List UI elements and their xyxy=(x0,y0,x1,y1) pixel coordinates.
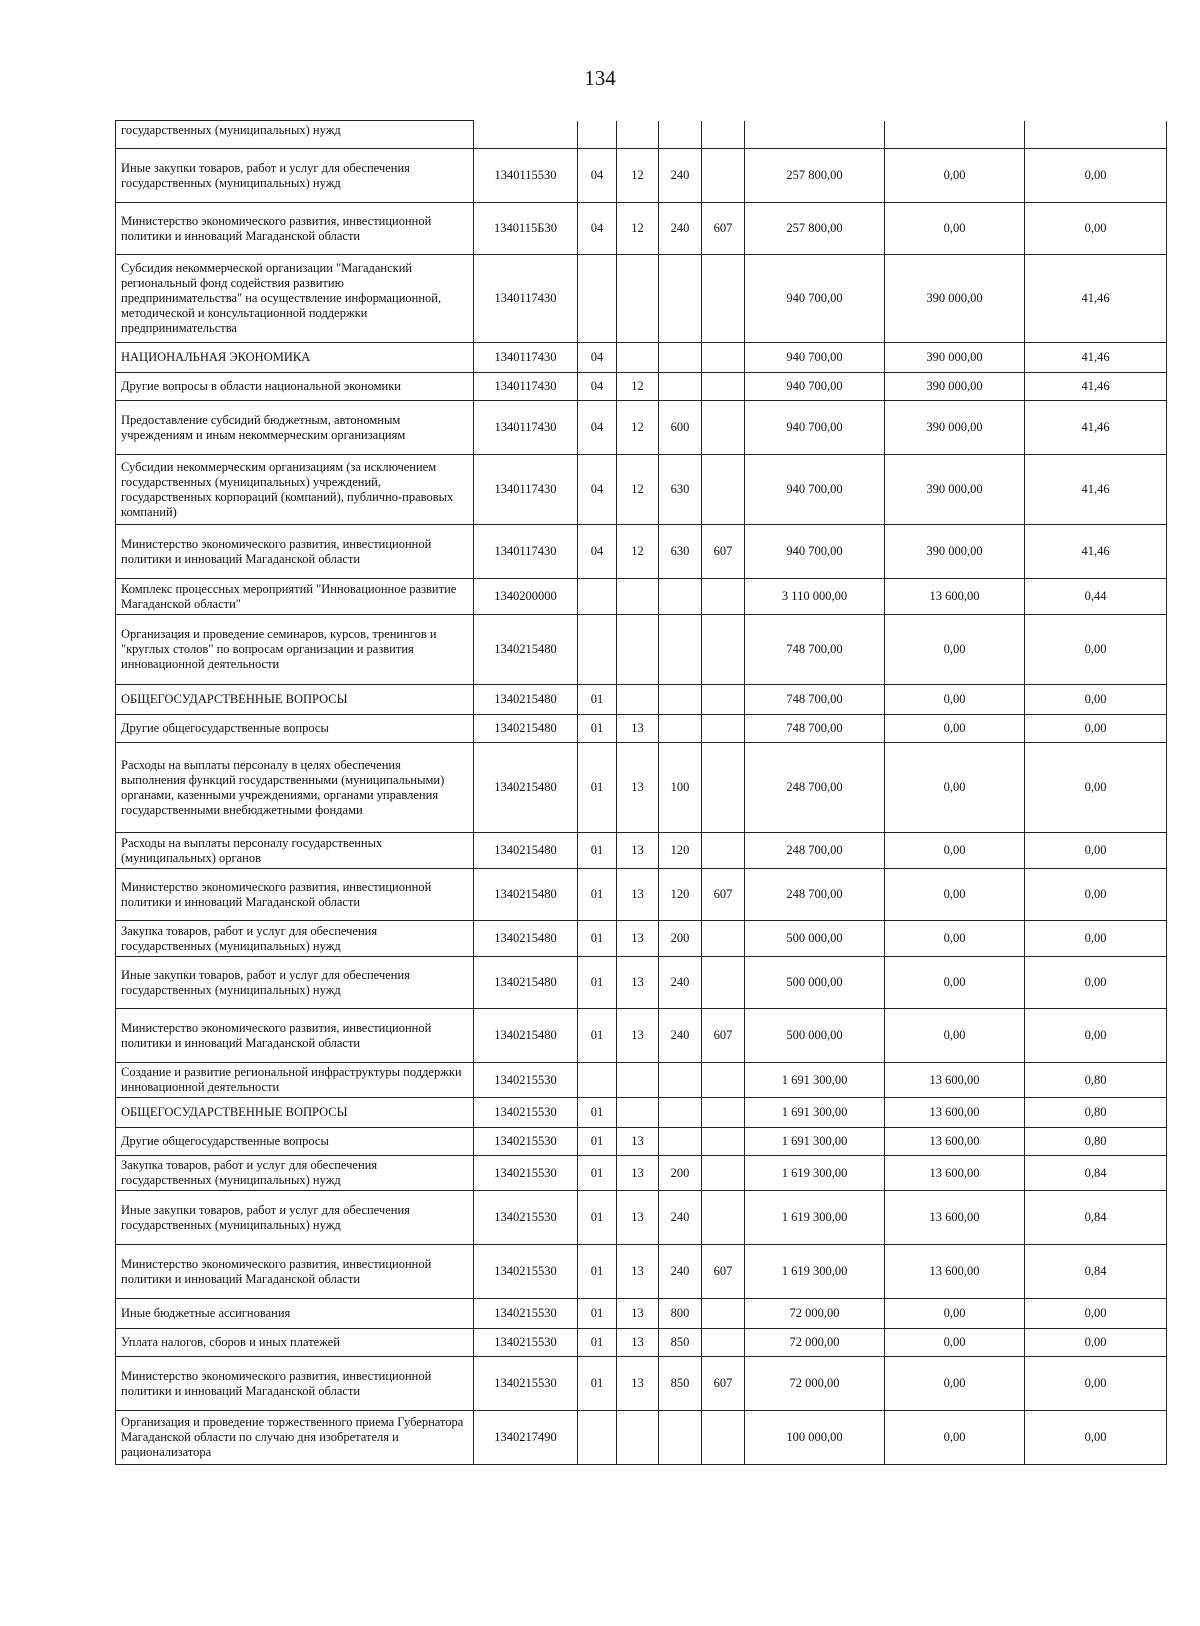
row-percent: 41,46 xyxy=(1025,455,1167,525)
row-code: 1340200000 xyxy=(474,579,578,615)
row-admin-code xyxy=(702,1128,745,1156)
row-plan-amount: 748 700,00 xyxy=(745,615,885,685)
row-expense-type: 200 xyxy=(659,1156,702,1191)
table-row xyxy=(116,1191,1167,1245)
row-name: Министерство экономического развития, инвестиционной политики и инноваций Магаданской области xyxy=(116,203,474,255)
row-percent: 0,00 xyxy=(1025,921,1167,957)
row-admin-code xyxy=(702,1329,745,1357)
row-admin-code xyxy=(702,1156,745,1191)
row-name: Министерство экономического развития, инвестиционной политики и инноваций Магаданской области xyxy=(116,1357,474,1411)
row-code: 1340215530 xyxy=(474,1299,578,1329)
row-code: 1340215530 xyxy=(474,1128,578,1156)
row-admin-code xyxy=(702,455,745,525)
row-expense-type: 120 xyxy=(659,869,702,921)
row-subsection xyxy=(617,685,659,715)
row-code: 1340215480 xyxy=(474,957,578,1009)
row-admin-code xyxy=(702,615,745,685)
row-plan-amount: 100 000,00 xyxy=(745,1411,885,1465)
row-plan-amount: 940 700,00 xyxy=(745,255,885,343)
row-plan-amount: 1 619 300,00 xyxy=(745,1156,885,1191)
row-section: 01 xyxy=(578,1128,617,1156)
row-name: Иные закупки товаров, работ и услуг для обеспечения государственных (муниципальных) нужд xyxy=(116,1191,474,1245)
row-subsection: 13 xyxy=(617,833,659,869)
row-code: 1340215530 xyxy=(474,1329,578,1357)
row-percent: 0,00 xyxy=(1025,1329,1167,1357)
row-percent: 0,84 xyxy=(1025,1245,1167,1299)
row-subsection xyxy=(617,615,659,685)
row-expense-type: 600 xyxy=(659,401,702,455)
row-name: Министерство экономического развития, инвестиционной политики и инноваций Магаданской области xyxy=(116,1245,474,1299)
row-code: 1340215480 xyxy=(474,615,578,685)
row-admin-code xyxy=(702,685,745,715)
row-actual-amount: 13 600,00 xyxy=(885,1245,1025,1299)
row-percent: 0,80 xyxy=(1025,1098,1167,1128)
table-row xyxy=(116,149,1167,203)
row-actual-amount: 390 000,00 xyxy=(885,401,1025,455)
row-section: 01 xyxy=(578,1098,617,1128)
table-row xyxy=(116,1098,1167,1128)
row-percent: 0,00 xyxy=(1025,203,1167,255)
row-admin-code xyxy=(702,921,745,957)
row-admin-code: 607 xyxy=(702,203,745,255)
row-admin-code xyxy=(702,579,745,615)
row-plan-amount: 1 619 300,00 xyxy=(745,1245,885,1299)
row-code: 1340215530 xyxy=(474,1191,578,1245)
row-name: Расходы на выплаты персоналу государственных (муниципальных) органов xyxy=(116,833,474,869)
row-subsection: 12 xyxy=(617,203,659,255)
row-actual-amount: 0,00 xyxy=(885,921,1025,957)
table-row xyxy=(116,1128,1167,1156)
row-subsection: 13 xyxy=(617,957,659,1009)
row-actual-amount: 0,00 xyxy=(885,203,1025,255)
row-percent: 41,46 xyxy=(1025,343,1167,373)
row-percent xyxy=(1025,121,1167,149)
row-plan-amount: 72 000,00 xyxy=(745,1299,885,1329)
table-row xyxy=(116,455,1167,525)
row-name: Уплата налогов, сборов и иных платежей xyxy=(116,1329,474,1357)
row-code: 1340215480 xyxy=(474,921,578,957)
row-plan-amount: 940 700,00 xyxy=(745,525,885,579)
table-row xyxy=(116,579,1167,615)
row-percent: 0,84 xyxy=(1025,1156,1167,1191)
row-code: 1340215480 xyxy=(474,833,578,869)
row-expense-type xyxy=(659,343,702,373)
row-section: 04 xyxy=(578,203,617,255)
row-admin-code xyxy=(702,957,745,1009)
table-row xyxy=(116,401,1167,455)
row-expense-type: 630 xyxy=(659,525,702,579)
row-name: Иные закупки товаров, работ и услуг для обеспечения государственных (муниципальных) нужд xyxy=(116,957,474,1009)
row-section xyxy=(578,615,617,685)
table-row xyxy=(116,1411,1167,1465)
row-subsection: 13 xyxy=(617,715,659,743)
row-subsection: 13 xyxy=(617,921,659,957)
row-expense-type: 100 xyxy=(659,743,702,833)
row-subsection xyxy=(617,121,659,149)
row-percent: 0,00 xyxy=(1025,685,1167,715)
table-row xyxy=(116,203,1167,255)
table-row xyxy=(116,1156,1167,1191)
row-actual-amount: 13 600,00 xyxy=(885,1128,1025,1156)
row-name: НАЦИОНАЛЬНАЯ ЭКОНОМИКА xyxy=(116,343,474,373)
row-subsection: 12 xyxy=(617,525,659,579)
row-percent: 0,00 xyxy=(1025,1357,1167,1411)
row-plan-amount: 248 700,00 xyxy=(745,833,885,869)
row-admin-code xyxy=(702,1411,745,1465)
row-code: 1340117430 xyxy=(474,525,578,579)
row-plan-amount: 1 619 300,00 xyxy=(745,1191,885,1245)
row-admin-code xyxy=(702,401,745,455)
row-actual-amount: 390 000,00 xyxy=(885,373,1025,401)
row-actual-amount: 0,00 xyxy=(885,869,1025,921)
row-subsection: 12 xyxy=(617,373,659,401)
row-expense-type: 630 xyxy=(659,455,702,525)
row-subsection xyxy=(617,1411,659,1465)
row-admin-code: 607 xyxy=(702,1357,745,1411)
row-plan-amount: 1 691 300,00 xyxy=(745,1063,885,1098)
row-name: Организация и проведение торжественного приема Губернатора Магаданской области по случаю дня изобретателя и рационализатора xyxy=(116,1411,474,1465)
row-subsection: 13 xyxy=(617,869,659,921)
row-name: Иные закупки товаров, работ и услуг для обеспечения государственных (муниципальных) нужд xyxy=(116,149,474,203)
row-percent: 0,00 xyxy=(1025,833,1167,869)
row-admin-code xyxy=(702,149,745,203)
row-plan-amount: 500 000,00 xyxy=(745,1009,885,1063)
row-subsection xyxy=(617,1098,659,1128)
row-expense-type xyxy=(659,1063,702,1098)
table-row xyxy=(116,121,1167,149)
row-section: 01 xyxy=(578,1329,617,1357)
row-section: 01 xyxy=(578,685,617,715)
row-plan-amount: 72 000,00 xyxy=(745,1329,885,1357)
row-code: 1340215480 xyxy=(474,869,578,921)
row-percent: 0,00 xyxy=(1025,957,1167,1009)
row-admin-code xyxy=(702,255,745,343)
row-name: ОБЩЕГОСУДАРСТВЕННЫЕ ВОПРОСЫ xyxy=(116,1098,474,1128)
row-code: 1340217490 xyxy=(474,1411,578,1465)
row-code: 13401155З0 xyxy=(474,149,578,203)
row-subsection: 13 xyxy=(617,1009,659,1063)
row-plan-amount: 257 800,00 xyxy=(745,203,885,255)
row-name: Предоставление субсидий бюджетным, автономным учреждениям и иным некоммерческим организациям xyxy=(116,401,474,455)
row-name: Министерство экономического развития, инвестиционной политики и инноваций Магаданской области xyxy=(116,869,474,921)
row-actual-amount: 0,00 xyxy=(885,685,1025,715)
row-name: Комплекс процессных мероприятий "Инновационное развитие Магаданской области" xyxy=(116,579,474,615)
row-expense-type xyxy=(659,615,702,685)
row-plan-amount: 500 000,00 xyxy=(745,921,885,957)
row-percent: 41,46 xyxy=(1025,255,1167,343)
row-name: Субсидии некоммерческим организациям (за исключением государственных (муниципальных) учреждений, государственных корпораций (компаний), публично-правовых компаний) xyxy=(116,455,474,525)
row-actual-amount: 0,00 xyxy=(885,1411,1025,1465)
row-code xyxy=(474,121,578,149)
table-row xyxy=(116,833,1167,869)
table-row xyxy=(116,957,1167,1009)
table-row xyxy=(116,1357,1167,1411)
row-admin-code xyxy=(702,343,745,373)
row-percent: 0,80 xyxy=(1025,1128,1167,1156)
row-expense-type: 850 xyxy=(659,1357,702,1411)
row-percent: 0,80 xyxy=(1025,1063,1167,1098)
table-row xyxy=(116,343,1167,373)
row-plan-amount: 940 700,00 xyxy=(745,401,885,455)
row-admin-code: 607 xyxy=(702,1245,745,1299)
row-section: 01 xyxy=(578,833,617,869)
row-subsection: 13 xyxy=(617,1357,659,1411)
row-name: ОБЩЕГОСУДАРСТВЕННЫЕ ВОПРОСЫ xyxy=(116,685,474,715)
row-section: 01 xyxy=(578,869,617,921)
row-plan-amount: 1 691 300,00 xyxy=(745,1098,885,1128)
table-row xyxy=(116,1009,1167,1063)
row-section: 04 xyxy=(578,149,617,203)
row-admin-code xyxy=(702,1191,745,1245)
row-expense-type: 800 xyxy=(659,1299,702,1329)
table-row xyxy=(116,869,1167,921)
row-expense-type xyxy=(659,373,702,401)
row-code: 1340215530 xyxy=(474,1063,578,1098)
row-subsection: 12 xyxy=(617,401,659,455)
row-admin-code: 607 xyxy=(702,525,745,579)
row-actual-amount: 0,00 xyxy=(885,149,1025,203)
row-actual-amount: 0,00 xyxy=(885,1329,1025,1357)
table-row xyxy=(116,373,1167,401)
row-actual-amount: 390 000,00 xyxy=(885,455,1025,525)
row-expense-type xyxy=(659,1128,702,1156)
row-code: 1340215530 xyxy=(474,1156,578,1191)
row-expense-type xyxy=(659,715,702,743)
row-subsection xyxy=(617,343,659,373)
row-section: 01 xyxy=(578,1299,617,1329)
row-section: 04 xyxy=(578,455,617,525)
row-expense-type: 240 xyxy=(659,203,702,255)
row-subsection: 13 xyxy=(617,1156,659,1191)
page-number: 134 xyxy=(584,66,616,90)
row-expense-type: 200 xyxy=(659,921,702,957)
row-percent: 0,00 xyxy=(1025,743,1167,833)
row-code: 1340117430 xyxy=(474,343,578,373)
table-row xyxy=(116,525,1167,579)
row-subsection: 13 xyxy=(617,1191,659,1245)
row-plan-amount: 748 700,00 xyxy=(745,685,885,715)
row-percent: 41,46 xyxy=(1025,373,1167,401)
row-section: 01 xyxy=(578,1245,617,1299)
row-admin-code xyxy=(702,743,745,833)
table-row xyxy=(116,255,1167,343)
row-actual-amount: 13 600,00 xyxy=(885,1191,1025,1245)
row-plan-amount: 257 800,00 xyxy=(745,149,885,203)
row-plan-amount: 940 700,00 xyxy=(745,343,885,373)
row-subsection xyxy=(617,1063,659,1098)
row-code: 1340215480 xyxy=(474,685,578,715)
row-admin-code: 607 xyxy=(702,869,745,921)
row-code: 1340117430 xyxy=(474,455,578,525)
row-subsection xyxy=(617,255,659,343)
row-expense-type xyxy=(659,255,702,343)
row-subsection: 12 xyxy=(617,149,659,203)
row-plan-amount: 72 000,00 xyxy=(745,1357,885,1411)
row-percent: 0,44 xyxy=(1025,579,1167,615)
row-admin-code xyxy=(702,715,745,743)
row-expense-type: 240 xyxy=(659,149,702,203)
table-row xyxy=(116,921,1167,957)
row-subsection: 13 xyxy=(617,1245,659,1299)
row-plan-amount: 1 691 300,00 xyxy=(745,1128,885,1156)
row-name: Закупка товаров, работ и услуг для обеспечения государственных (муниципальных) нужд xyxy=(116,921,474,957)
row-name: Министерство экономического развития, инвестиционной политики и инноваций Магаданской области xyxy=(116,1009,474,1063)
row-plan-amount: 500 000,00 xyxy=(745,957,885,1009)
row-actual-amount: 0,00 xyxy=(885,1009,1025,1063)
row-code: 1340215530 xyxy=(474,1245,578,1299)
row-percent: 0,84 xyxy=(1025,1191,1167,1245)
row-name: Организация и проведение семинаров, курсов, тренингов и "круглых столов" по вопросам организации и развития инновационной деятельности xyxy=(116,615,474,685)
table-row xyxy=(116,1245,1167,1299)
row-percent: 41,46 xyxy=(1025,401,1167,455)
row-section xyxy=(578,1411,617,1465)
row-section: 01 xyxy=(578,715,617,743)
row-plan-amount: 248 700,00 xyxy=(745,869,885,921)
row-expense-type xyxy=(659,121,702,149)
row-code: 1340215530 xyxy=(474,1098,578,1128)
row-plan-amount xyxy=(745,121,885,149)
row-name: Другие вопросы в области национальной экономики xyxy=(116,373,474,401)
row-actual-amount: 13 600,00 xyxy=(885,579,1025,615)
budget-table xyxy=(115,120,1167,1465)
row-admin-code xyxy=(702,833,745,869)
row-subsection xyxy=(617,579,659,615)
row-percent: 0,00 xyxy=(1025,869,1167,921)
budget-table-body xyxy=(116,121,1167,1465)
row-subsection: 12 xyxy=(617,455,659,525)
row-expense-type: 240 xyxy=(659,1191,702,1245)
table-row xyxy=(116,1329,1167,1357)
row-code: 1340117430 xyxy=(474,401,578,455)
row-actual-amount: 13 600,00 xyxy=(885,1063,1025,1098)
row-admin-code xyxy=(702,121,745,149)
row-admin-code: 607 xyxy=(702,1009,745,1063)
row-expense-type xyxy=(659,1411,702,1465)
row-section: 01 xyxy=(578,743,617,833)
row-actual-amount: 390 000,00 xyxy=(885,343,1025,373)
row-name: Расходы на выплаты персоналу в целях обеспечения выполнения функций государственными (муниципальными) органами, казенными учреждениями, органами управления государственными внебюджетными фондами xyxy=(116,743,474,833)
row-name: Другие общегосударственные вопросы xyxy=(116,1128,474,1156)
row-section xyxy=(578,121,617,149)
row-code: 1340215530 xyxy=(474,1357,578,1411)
row-actual-amount: 0,00 xyxy=(885,1357,1025,1411)
row-expense-type: 850 xyxy=(659,1329,702,1357)
row-name: государственных (муниципальных) нужд xyxy=(116,121,474,149)
row-section xyxy=(578,579,617,615)
row-percent: 0,00 xyxy=(1025,715,1167,743)
row-plan-amount: 940 700,00 xyxy=(745,455,885,525)
row-name: Субсидия некоммерческой организации "Магаданский региональный фонд содействия развитию предпринимательства" на осуществление информационной, методической и консультационной поддержки предпринимательства xyxy=(116,255,474,343)
row-admin-code xyxy=(702,1063,745,1098)
row-code: 1340117430 xyxy=(474,373,578,401)
row-section: 01 xyxy=(578,1191,617,1245)
row-subsection: 13 xyxy=(617,1128,659,1156)
row-name: Закупка товаров, работ и услуг для обеспечения государственных (муниципальных) нужд xyxy=(116,1156,474,1191)
row-admin-code xyxy=(702,373,745,401)
row-section: 01 xyxy=(578,1009,617,1063)
row-expense-type xyxy=(659,579,702,615)
row-expense-type: 120 xyxy=(659,833,702,869)
row-section: 01 xyxy=(578,957,617,1009)
row-section: 04 xyxy=(578,525,617,579)
row-code: 1340117430 xyxy=(474,255,578,343)
row-admin-code xyxy=(702,1098,745,1128)
row-code: 1340215480 xyxy=(474,715,578,743)
row-plan-amount: 748 700,00 xyxy=(745,715,885,743)
row-actual-amount: 390 000,00 xyxy=(885,525,1025,579)
row-name: Создание и развитие региональной инфраструктуры поддержки инновационной деятельности xyxy=(116,1063,474,1098)
row-name: Министерство экономического развития, инвестиционной политики и инноваций Магаданской области xyxy=(116,525,474,579)
row-code: 1340215480 xyxy=(474,743,578,833)
row-expense-type xyxy=(659,1098,702,1128)
table-row xyxy=(116,715,1167,743)
table-row xyxy=(116,743,1167,833)
row-section: 04 xyxy=(578,343,617,373)
row-actual-amount: 0,00 xyxy=(885,1299,1025,1329)
row-expense-type: 240 xyxy=(659,957,702,1009)
row-plan-amount: 248 700,00 xyxy=(745,743,885,833)
row-expense-type: 240 xyxy=(659,1245,702,1299)
table-row xyxy=(116,1299,1167,1329)
row-section: 01 xyxy=(578,1357,617,1411)
row-actual-amount: 0,00 xyxy=(885,715,1025,743)
row-percent: 0,00 xyxy=(1025,1009,1167,1063)
row-section: 01 xyxy=(578,1156,617,1191)
row-actual-amount: 0,00 xyxy=(885,743,1025,833)
row-section xyxy=(578,1063,617,1098)
row-percent: 0,00 xyxy=(1025,615,1167,685)
row-section: 04 xyxy=(578,373,617,401)
row-name: Иные бюджетные ассигнования xyxy=(116,1299,474,1329)
row-code: 1340115Б30 xyxy=(474,203,578,255)
row-actual-amount: 390 000,00 xyxy=(885,255,1025,343)
row-actual-amount: 0,00 xyxy=(885,833,1025,869)
table-row xyxy=(116,615,1167,685)
row-actual-amount: 0,00 xyxy=(885,957,1025,1009)
row-percent: 41,46 xyxy=(1025,525,1167,579)
row-percent: 0,00 xyxy=(1025,149,1167,203)
row-section: 04 xyxy=(578,401,617,455)
row-name: Другие общегосударственные вопросы xyxy=(116,715,474,743)
row-actual-amount: 13 600,00 xyxy=(885,1098,1025,1128)
row-admin-code xyxy=(702,1299,745,1329)
row-percent: 0,00 xyxy=(1025,1299,1167,1329)
row-percent: 0,00 xyxy=(1025,1411,1167,1465)
row-code: 1340215480 xyxy=(474,1009,578,1063)
row-plan-amount: 940 700,00 xyxy=(745,373,885,401)
row-subsection: 13 xyxy=(617,743,659,833)
row-actual-amount: 0,00 xyxy=(885,615,1025,685)
table-row xyxy=(116,685,1167,715)
table-row xyxy=(116,1063,1167,1098)
row-subsection: 13 xyxy=(617,1329,659,1357)
row-expense-type xyxy=(659,685,702,715)
row-section xyxy=(578,255,617,343)
row-plan-amount: 3 110 000,00 xyxy=(745,579,885,615)
row-section: 01 xyxy=(578,921,617,957)
row-actual-amount: 13 600,00 xyxy=(885,1156,1025,1191)
row-expense-type: 240 xyxy=(659,1009,702,1063)
row-actual-amount xyxy=(885,121,1025,149)
row-subsection: 13 xyxy=(617,1299,659,1329)
